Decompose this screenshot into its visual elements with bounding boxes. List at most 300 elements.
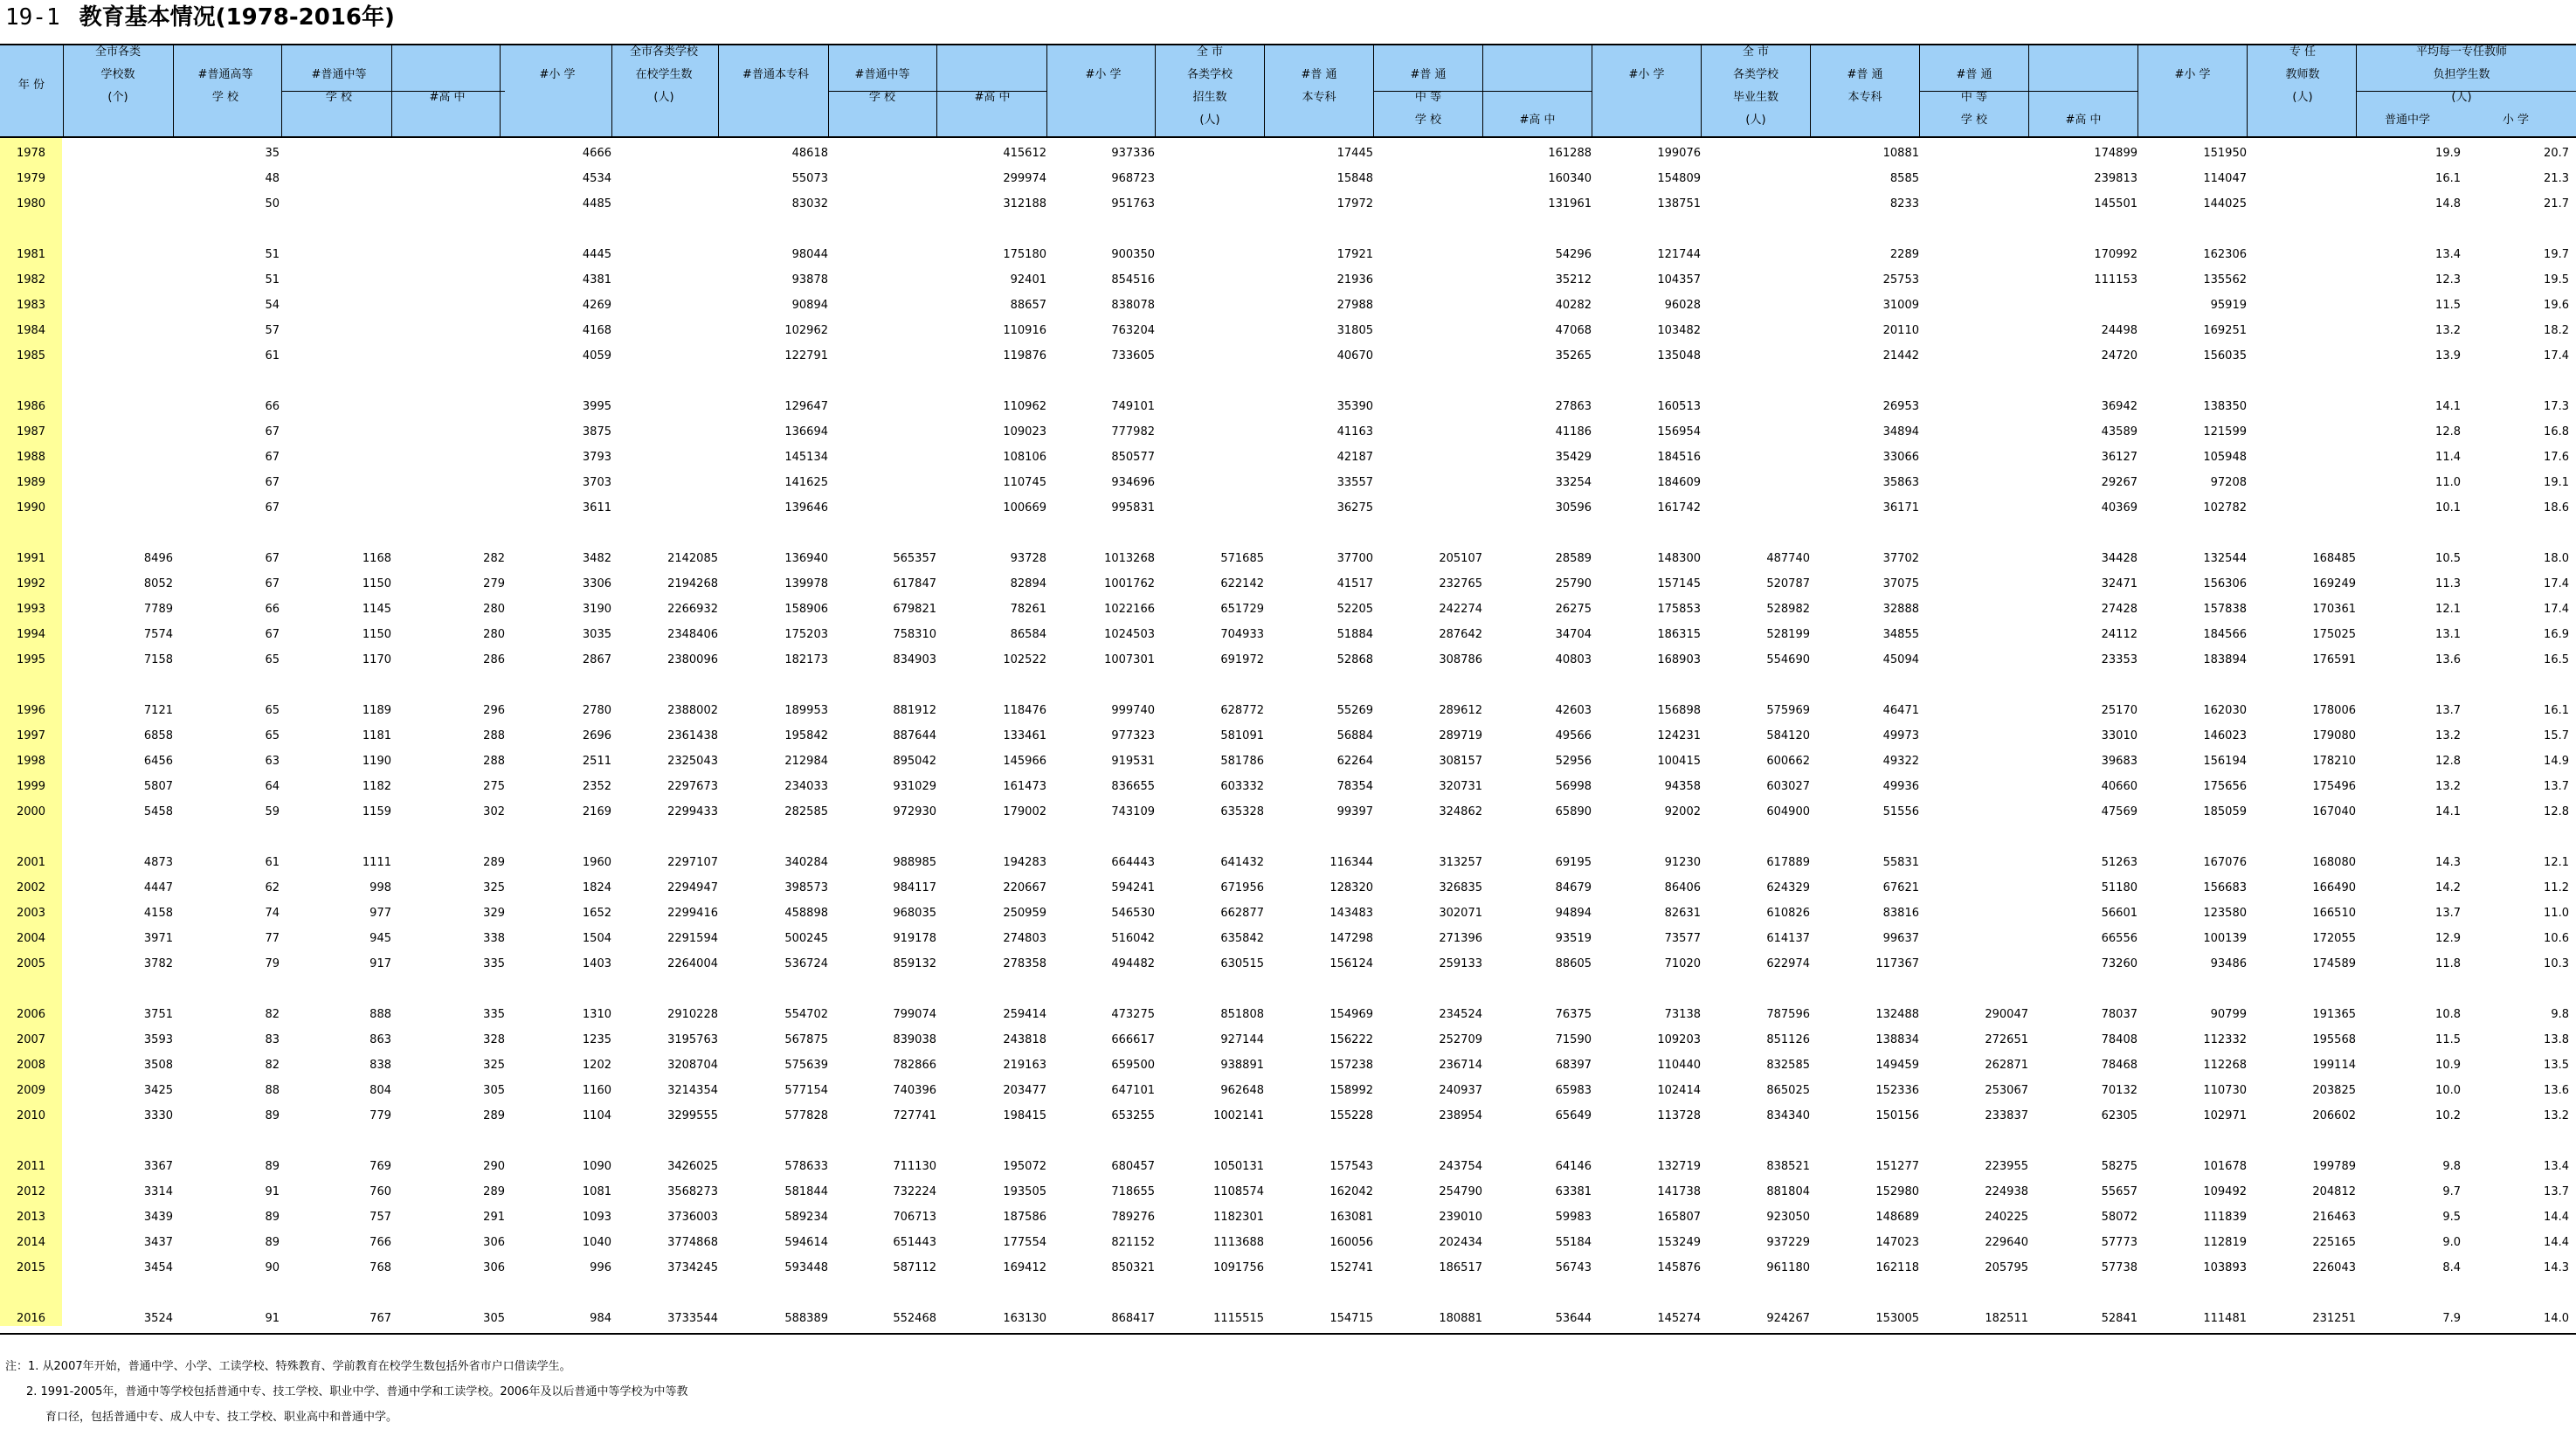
column-header: 学 校 <box>325 91 353 104</box>
table-cell: 141738 <box>1657 1185 1701 1198</box>
table-cell: 56601 <box>2101 907 2137 920</box>
table-cell: 594614 <box>784 1236 828 1249</box>
table-cell: 2361438 <box>667 729 718 742</box>
table-cell: 8585 <box>1889 172 1919 185</box>
table-cell: 225165 <box>2312 1236 2356 1249</box>
table-cell: 135562 <box>2203 273 2247 287</box>
table-cell: 32888 <box>1882 603 1919 616</box>
table-cell: 13.9 <box>2435 349 2461 362</box>
column-header: 全市各类 <box>94 45 142 59</box>
table-cell: 13.6 <box>2544 1084 2569 1097</box>
table-cell: 36942 <box>2101 400 2137 413</box>
table-cell: 175656 <box>2203 780 2247 793</box>
table-cell: 575969 <box>1766 704 1810 717</box>
table-cell: 177554 <box>1003 1236 1046 1249</box>
table-cell: 895042 <box>893 755 936 768</box>
year-cell: 1992 <box>16 577 46 590</box>
table-cell: 51 <box>265 273 280 287</box>
column-header: 学 校 <box>1414 114 1442 127</box>
table-cell: 2291594 <box>667 932 718 945</box>
table-cell: 3593 <box>143 1033 173 1046</box>
table-cell: 187586 <box>1003 1211 1046 1224</box>
table-cell: 622142 <box>1220 577 1264 590</box>
table-cell: 3195763 <box>667 1033 718 1046</box>
table-cell: 191365 <box>2312 1008 2356 1021</box>
table-cell: 30596 <box>1555 501 1592 514</box>
table-cell: 47068 <box>1555 324 1592 337</box>
year-cell: 2016 <box>16 1312 46 1325</box>
table-cell: 18.0 <box>2544 552 2569 565</box>
table-cell: 766 <box>369 1236 391 1249</box>
table-cell: 216463 <box>2312 1211 2356 1224</box>
table-cell: 584120 <box>1766 729 1810 742</box>
table-cell: 35429 <box>1555 451 1592 464</box>
table-cell: 763204 <box>1111 324 1155 337</box>
table-cell: 136694 <box>784 425 828 438</box>
table-cell: 581844 <box>784 1185 828 1198</box>
table-cell: 919531 <box>1111 755 1155 768</box>
table-cell: 86584 <box>1010 628 1046 641</box>
table-cell: 3782 <box>143 957 173 970</box>
table-cell: 1108574 <box>1213 1185 1264 1198</box>
table-cell: 3437 <box>143 1236 173 1249</box>
table-cell: 2299433 <box>667 805 718 818</box>
table-cell: 18.2 <box>2544 324 2569 337</box>
table-cell: 706713 <box>893 1211 936 1224</box>
table-cell: 47569 <box>2101 805 2137 818</box>
year-cell: 2008 <box>16 1059 46 1072</box>
table-cell: 105948 <box>2203 451 2247 464</box>
table-cell: 52868 <box>1336 653 1373 666</box>
table-cell: 834903 <box>893 653 936 666</box>
table-cell: 3306 <box>582 577 611 590</box>
year-cell: 1983 <box>16 299 46 312</box>
table-cell: 839038 <box>893 1033 936 1046</box>
table-cell: 3035 <box>582 628 611 641</box>
table-cell: 3367 <box>143 1160 173 1173</box>
table-cell: 35212 <box>1555 273 1592 287</box>
table-cell: 23353 <box>2101 653 2137 666</box>
table-cell: 14.3 <box>2435 856 2461 869</box>
table-cell: 768 <box>369 1261 391 1274</box>
table-cell: 19.9 <box>2435 147 2461 160</box>
table-cell: 733605 <box>1111 349 1155 362</box>
table-cell: 1960 <box>582 856 611 869</box>
table-cell: 659500 <box>1111 1059 1155 1072</box>
table-cell: 157838 <box>2203 603 2247 616</box>
table-cell: 887644 <box>893 729 936 742</box>
table-cell: 6456 <box>143 755 173 768</box>
year-cell: 2004 <box>16 932 46 945</box>
table-cell: 185059 <box>2203 805 2247 818</box>
table-cell: 42603 <box>1555 704 1592 717</box>
table-cell: 4269 <box>582 299 611 312</box>
table-cell: 662877 <box>1220 907 1264 920</box>
table-cell: 156194 <box>2203 755 2247 768</box>
table-cell: 88605 <box>1555 957 1592 970</box>
table-cell: 14.3 <box>2544 1261 2569 1274</box>
table-cell: 2388002 <box>667 704 718 717</box>
table-cell: 167040 <box>2312 805 2356 818</box>
column-header: #普 通 <box>1301 68 1337 81</box>
table-cell: 199789 <box>2312 1160 2356 1173</box>
table-cell: 128320 <box>1329 881 1373 894</box>
column-header: #高 中 <box>2065 114 2102 127</box>
table-cell: 166490 <box>2312 881 2356 894</box>
header-divider <box>1810 45 1811 136</box>
table-cell: 494482 <box>1111 957 1155 970</box>
table-cell: 10.3 <box>2544 957 2569 970</box>
table-cell: 161742 <box>1657 501 1701 514</box>
column-header: 中 等 <box>1960 91 1988 104</box>
table-cell: 995831 <box>1111 501 1155 514</box>
table-cell: 34855 <box>1882 628 1919 641</box>
table-cell: 16.5 <box>2544 653 2569 666</box>
table-cell: 88657 <box>1010 299 1046 312</box>
table-cell: 302 <box>483 805 505 818</box>
table-cell: 234524 <box>1439 1008 1482 1021</box>
table-cell: 838521 <box>1766 1160 1810 1173</box>
table-cell: 114047 <box>2203 172 2247 185</box>
table-cell: 13.2 <box>2435 324 2461 337</box>
table-cell: 220667 <box>1003 881 1046 894</box>
table-cell: 175496 <box>2312 780 2356 793</box>
table-cell: 691972 <box>1220 653 1264 666</box>
table-cell: 865025 <box>1766 1084 1810 1097</box>
table-cell: 945 <box>369 932 391 945</box>
table-cell: 13.7 <box>2544 780 2569 793</box>
table-cell: 4445 <box>582 248 611 261</box>
table-cell: 3299555 <box>667 1109 718 1122</box>
table-cell: 851808 <box>1220 1008 1264 1021</box>
table-cell: 924267 <box>1766 1312 1810 1325</box>
table-cell: 66556 <box>2101 932 2137 945</box>
table-cell: 110730 <box>2203 1084 2247 1097</box>
table-cell: 3736003 <box>667 1211 718 1224</box>
table-cell: 1111 <box>362 856 391 869</box>
table-cell: 51884 <box>1336 628 1373 641</box>
table-cell: 17.6 <box>2544 451 2569 464</box>
table-cell: 61 <box>265 856 280 869</box>
table-cell: 29267 <box>2101 476 2137 489</box>
table-cell: 253067 <box>1985 1084 2028 1097</box>
table-cell: 123580 <box>2203 907 2247 920</box>
table-cell: 1235 <box>582 1033 611 1046</box>
table-cell: 34428 <box>2101 552 2137 565</box>
table-cell: 101678 <box>2203 1160 2247 1173</box>
table-cell: 614137 <box>1766 932 1810 945</box>
table-cell: 40670 <box>1336 349 1373 362</box>
table-cell: 1168 <box>362 552 391 565</box>
table-cell: 71020 <box>1664 957 1701 970</box>
column-header: 专 任 <box>2289 45 2317 59</box>
table-cell: 88 <box>265 1084 280 1097</box>
table-cell: 182511 <box>1985 1312 2028 1325</box>
table-cell: 148300 <box>1657 552 1701 565</box>
table-cell: 312188 <box>1003 197 1046 211</box>
table-cell: 17445 <box>1336 147 1373 160</box>
table-cell: 24112 <box>2101 628 2137 641</box>
year-cell: 2002 <box>16 881 46 894</box>
table-cell: 10.6 <box>2544 932 2569 945</box>
table-cell: 33557 <box>1336 476 1373 489</box>
year-cell: 1993 <box>16 603 46 616</box>
table-cell: 168485 <box>2312 552 2356 565</box>
table-cell: 67 <box>265 552 280 565</box>
table-cell: 3208704 <box>667 1059 718 1072</box>
table-cell: 77 <box>265 932 280 945</box>
year-cell: 1987 <box>16 425 46 438</box>
table-cell: 1024503 <box>1104 628 1155 641</box>
table-cell: 274803 <box>1003 932 1046 945</box>
table-cell: 3439 <box>143 1211 173 1224</box>
table-cell: 10.9 <box>2435 1059 2461 1072</box>
table-cell: 4666 <box>582 147 611 160</box>
table-cell: 838 <box>369 1059 391 1072</box>
table-cell: 36275 <box>1336 501 1373 514</box>
table-cell: 102782 <box>2203 501 2247 514</box>
table-cell: 25170 <box>2101 704 2137 717</box>
table-cell: 236714 <box>1439 1059 1482 1072</box>
table-cell: 89 <box>265 1236 280 1249</box>
table-cell: 628772 <box>1220 704 1264 717</box>
table-cell: 56998 <box>1555 780 1592 793</box>
table-cell: 151950 <box>2203 147 2247 160</box>
table-cell: 143483 <box>1329 907 1373 920</box>
table-cell: 2142085 <box>667 552 718 565</box>
table-cell: 1013268 <box>1104 552 1155 565</box>
table-cell: 859132 <box>893 957 936 970</box>
table-cell: 93728 <box>1010 552 1046 565</box>
table-cell: 20.7 <box>2544 147 2569 160</box>
table-cell: 46471 <box>1882 704 1919 717</box>
table-cell: 153249 <box>1657 1236 1701 1249</box>
table-cell: 148689 <box>1875 1211 1919 1224</box>
year-cell: 1986 <box>16 400 46 413</box>
table-cell: 154809 <box>1657 172 1701 185</box>
table-cell: 919178 <box>893 932 936 945</box>
table-cell: 133461 <box>1003 729 1046 742</box>
table-cell: 195072 <box>1003 1160 1046 1173</box>
table-cell: 73260 <box>2101 957 2137 970</box>
table-cell: 335 <box>483 1008 505 1021</box>
table-cell: 593448 <box>784 1261 828 1274</box>
table-cell: 15848 <box>1336 172 1373 185</box>
table-cell: 671956 <box>1220 881 1264 894</box>
table-cell: 182173 <box>784 653 828 666</box>
table-cell: 83032 <box>791 197 828 211</box>
table-cell: 664443 <box>1111 856 1155 869</box>
table-cell: 111481 <box>2203 1312 2247 1325</box>
table-number: 19-1 <box>5 4 60 31</box>
table-cell: 1145 <box>362 603 391 616</box>
table-cell: 296 <box>483 704 505 717</box>
table-cell: 12.1 <box>2544 856 2569 869</box>
table-cell: 55657 <box>2101 1185 2137 1198</box>
table-cell: 186517 <box>1439 1261 1482 1274</box>
table-cell: 4059 <box>582 349 611 362</box>
table-cell: 65890 <box>1555 805 1592 818</box>
table-cell: 53644 <box>1555 1312 1592 1325</box>
table-cell: 112268 <box>2203 1059 2247 1072</box>
year-cell: 1989 <box>16 476 46 489</box>
column-header: (人) <box>1745 114 1766 127</box>
table-cell: 78037 <box>2101 1008 2137 1021</box>
column-header: #普 通 <box>1956 68 1992 81</box>
table-cell: 1150 <box>362 628 391 641</box>
table-cell: 153005 <box>1875 1312 1919 1325</box>
table-cell: 799074 <box>893 1008 936 1021</box>
table-cell: 193505 <box>1003 1185 1046 1198</box>
table-cell: 9.7 <box>2442 1185 2461 1198</box>
year-cell: 1984 <box>16 324 46 337</box>
table-cell: 575639 <box>784 1059 828 1072</box>
table-cell: 65983 <box>1555 1084 1592 1097</box>
table-cell: 121744 <box>1657 248 1701 261</box>
table-cell: 588389 <box>784 1312 828 1325</box>
table-cell: 2264004 <box>667 957 718 970</box>
table-cell: 145501 <box>2094 197 2137 211</box>
table-cell: 647101 <box>1111 1084 1155 1097</box>
table-cell: 11.0 <box>2435 476 2461 489</box>
table-cell: 239813 <box>2094 172 2137 185</box>
table-cell: 145134 <box>784 451 828 464</box>
table-cell: 398573 <box>784 881 828 894</box>
table-cell: 14.2 <box>2435 881 2461 894</box>
table-cell: 288 <box>483 755 505 768</box>
table-cell: 155228 <box>1329 1109 1373 1122</box>
table-cell: 13.6 <box>2435 653 2461 666</box>
table-cell: 156035 <box>2203 349 2247 362</box>
table-cell: 33254 <box>1555 476 1592 489</box>
table-cell: 49936 <box>1882 780 1919 793</box>
table-cell: 7789 <box>143 603 173 616</box>
header-divider <box>1701 45 1702 136</box>
table-cell: 175203 <box>784 628 828 641</box>
table-cell: 4485 <box>582 197 611 211</box>
table-cell: 64146 <box>1555 1160 1592 1173</box>
table-cell: 1202 <box>582 1059 611 1072</box>
table-cell: 11.3 <box>2435 577 2461 590</box>
table-cell: 782866 <box>893 1059 936 1072</box>
column-header: 毕业生数 <box>1732 91 1779 104</box>
table-cell: 1504 <box>582 932 611 945</box>
column-header: 负担学生数 <box>2433 68 2490 81</box>
year-cell: 1978 <box>16 147 46 160</box>
table-cell: 112332 <box>2203 1033 2247 1046</box>
table-cell: 145966 <box>1003 755 1046 768</box>
table-cell: 157238 <box>1329 1059 1373 1072</box>
table-cell: 850577 <box>1111 451 1155 464</box>
column-header: (人) <box>653 91 674 104</box>
table-cell: 951763 <box>1111 197 1155 211</box>
table-cell: 1115515 <box>1213 1312 1264 1325</box>
table-cell: 102414 <box>1657 1084 1701 1097</box>
table-cell: 90 <box>265 1261 280 1274</box>
table-cell: 937336 <box>1111 147 1155 160</box>
column-header: 学 校 <box>211 91 239 104</box>
table-cell: 1170 <box>362 653 391 666</box>
table-cell: 138751 <box>1657 197 1701 211</box>
table-cell: 184566 <box>2203 628 2247 641</box>
table-cell: 113728 <box>1657 1109 1701 1122</box>
table-cell: 4168 <box>582 324 611 337</box>
table-cell: 243754 <box>1439 1160 1482 1173</box>
column-header: 小 学 <box>2502 114 2530 127</box>
table-cell: 55184 <box>1555 1236 1592 1249</box>
table-cell: 868417 <box>1111 1312 1155 1325</box>
header-divider <box>1264 45 1265 136</box>
table-cell: 104357 <box>1657 273 1701 287</box>
table-cell: 326835 <box>1439 881 1482 894</box>
table-cell: 94894 <box>1555 907 1592 920</box>
table-cell: 18.6 <box>2544 501 2569 514</box>
table-cell: 67 <box>265 628 280 641</box>
table-cell: 54296 <box>1555 248 1592 261</box>
table-cell: 711130 <box>893 1160 936 1173</box>
table-cell: 8.4 <box>2442 1261 2461 1274</box>
table-cell: 10.5 <box>2435 552 2461 565</box>
table-cell: 194283 <box>1003 856 1046 869</box>
year-cell: 2012 <box>16 1185 46 1198</box>
table-cell: 36127 <box>2101 451 2137 464</box>
table-cell: 7121 <box>143 704 173 717</box>
table-cell: 287642 <box>1439 628 1482 641</box>
table-cell: 212984 <box>784 755 828 768</box>
table-cell: 195842 <box>784 729 828 742</box>
table-cell: 82 <box>265 1059 280 1072</box>
table-cell: 234033 <box>784 780 828 793</box>
table-cell: 1310 <box>582 1008 611 1021</box>
table-cell: 97208 <box>2210 476 2247 489</box>
table-cell: 787596 <box>1766 1008 1810 1021</box>
table-cell: 79 <box>265 957 280 970</box>
year-cell: 2005 <box>16 957 46 970</box>
table-cell: 122791 <box>784 349 828 362</box>
table-cell: 169251 <box>2203 324 2247 337</box>
table-cell: 927144 <box>1220 1033 1264 1046</box>
table-cell: 2696 <box>582 729 611 742</box>
table-cell: 154715 <box>1329 1312 1373 1325</box>
table-cell: 150156 <box>1875 1109 1919 1122</box>
year-cell: 2013 <box>16 1211 46 1224</box>
table-cell: 2910228 <box>667 1008 718 1021</box>
table-cell: 56743 <box>1555 1261 1592 1274</box>
table-cell: 21.7 <box>2544 197 2569 211</box>
table-cell: 666617 <box>1111 1033 1155 1046</box>
table-cell: 262871 <box>1985 1059 2028 1072</box>
table-cell: 968035 <box>893 907 936 920</box>
table-cell: 135048 <box>1657 349 1701 362</box>
table-cell: 59 <box>265 805 280 818</box>
table-cell: 9.5 <box>2442 1211 2461 1224</box>
table-cell: 90894 <box>791 299 828 312</box>
table-cell: 1091756 <box>1213 1261 1264 1274</box>
table-cell: 48618 <box>791 147 828 160</box>
table-cell: 26953 <box>1882 400 1919 413</box>
table-cell: 83 <box>265 1033 280 1046</box>
table-cell: 27863 <box>1555 400 1592 413</box>
table-cell: 769 <box>369 1160 391 1173</box>
table-cell: 37700 <box>1336 552 1373 565</box>
column-header: (人) <box>1199 114 1220 127</box>
table-cell: 2194268 <box>667 577 718 590</box>
table-cell: 86406 <box>1664 881 1701 894</box>
table-cell: 231251 <box>2312 1312 2356 1325</box>
table-cell: 289719 <box>1439 729 1482 742</box>
table-cell: 13.4 <box>2544 1160 2569 1173</box>
column-header: 全 市 <box>1742 45 1770 59</box>
